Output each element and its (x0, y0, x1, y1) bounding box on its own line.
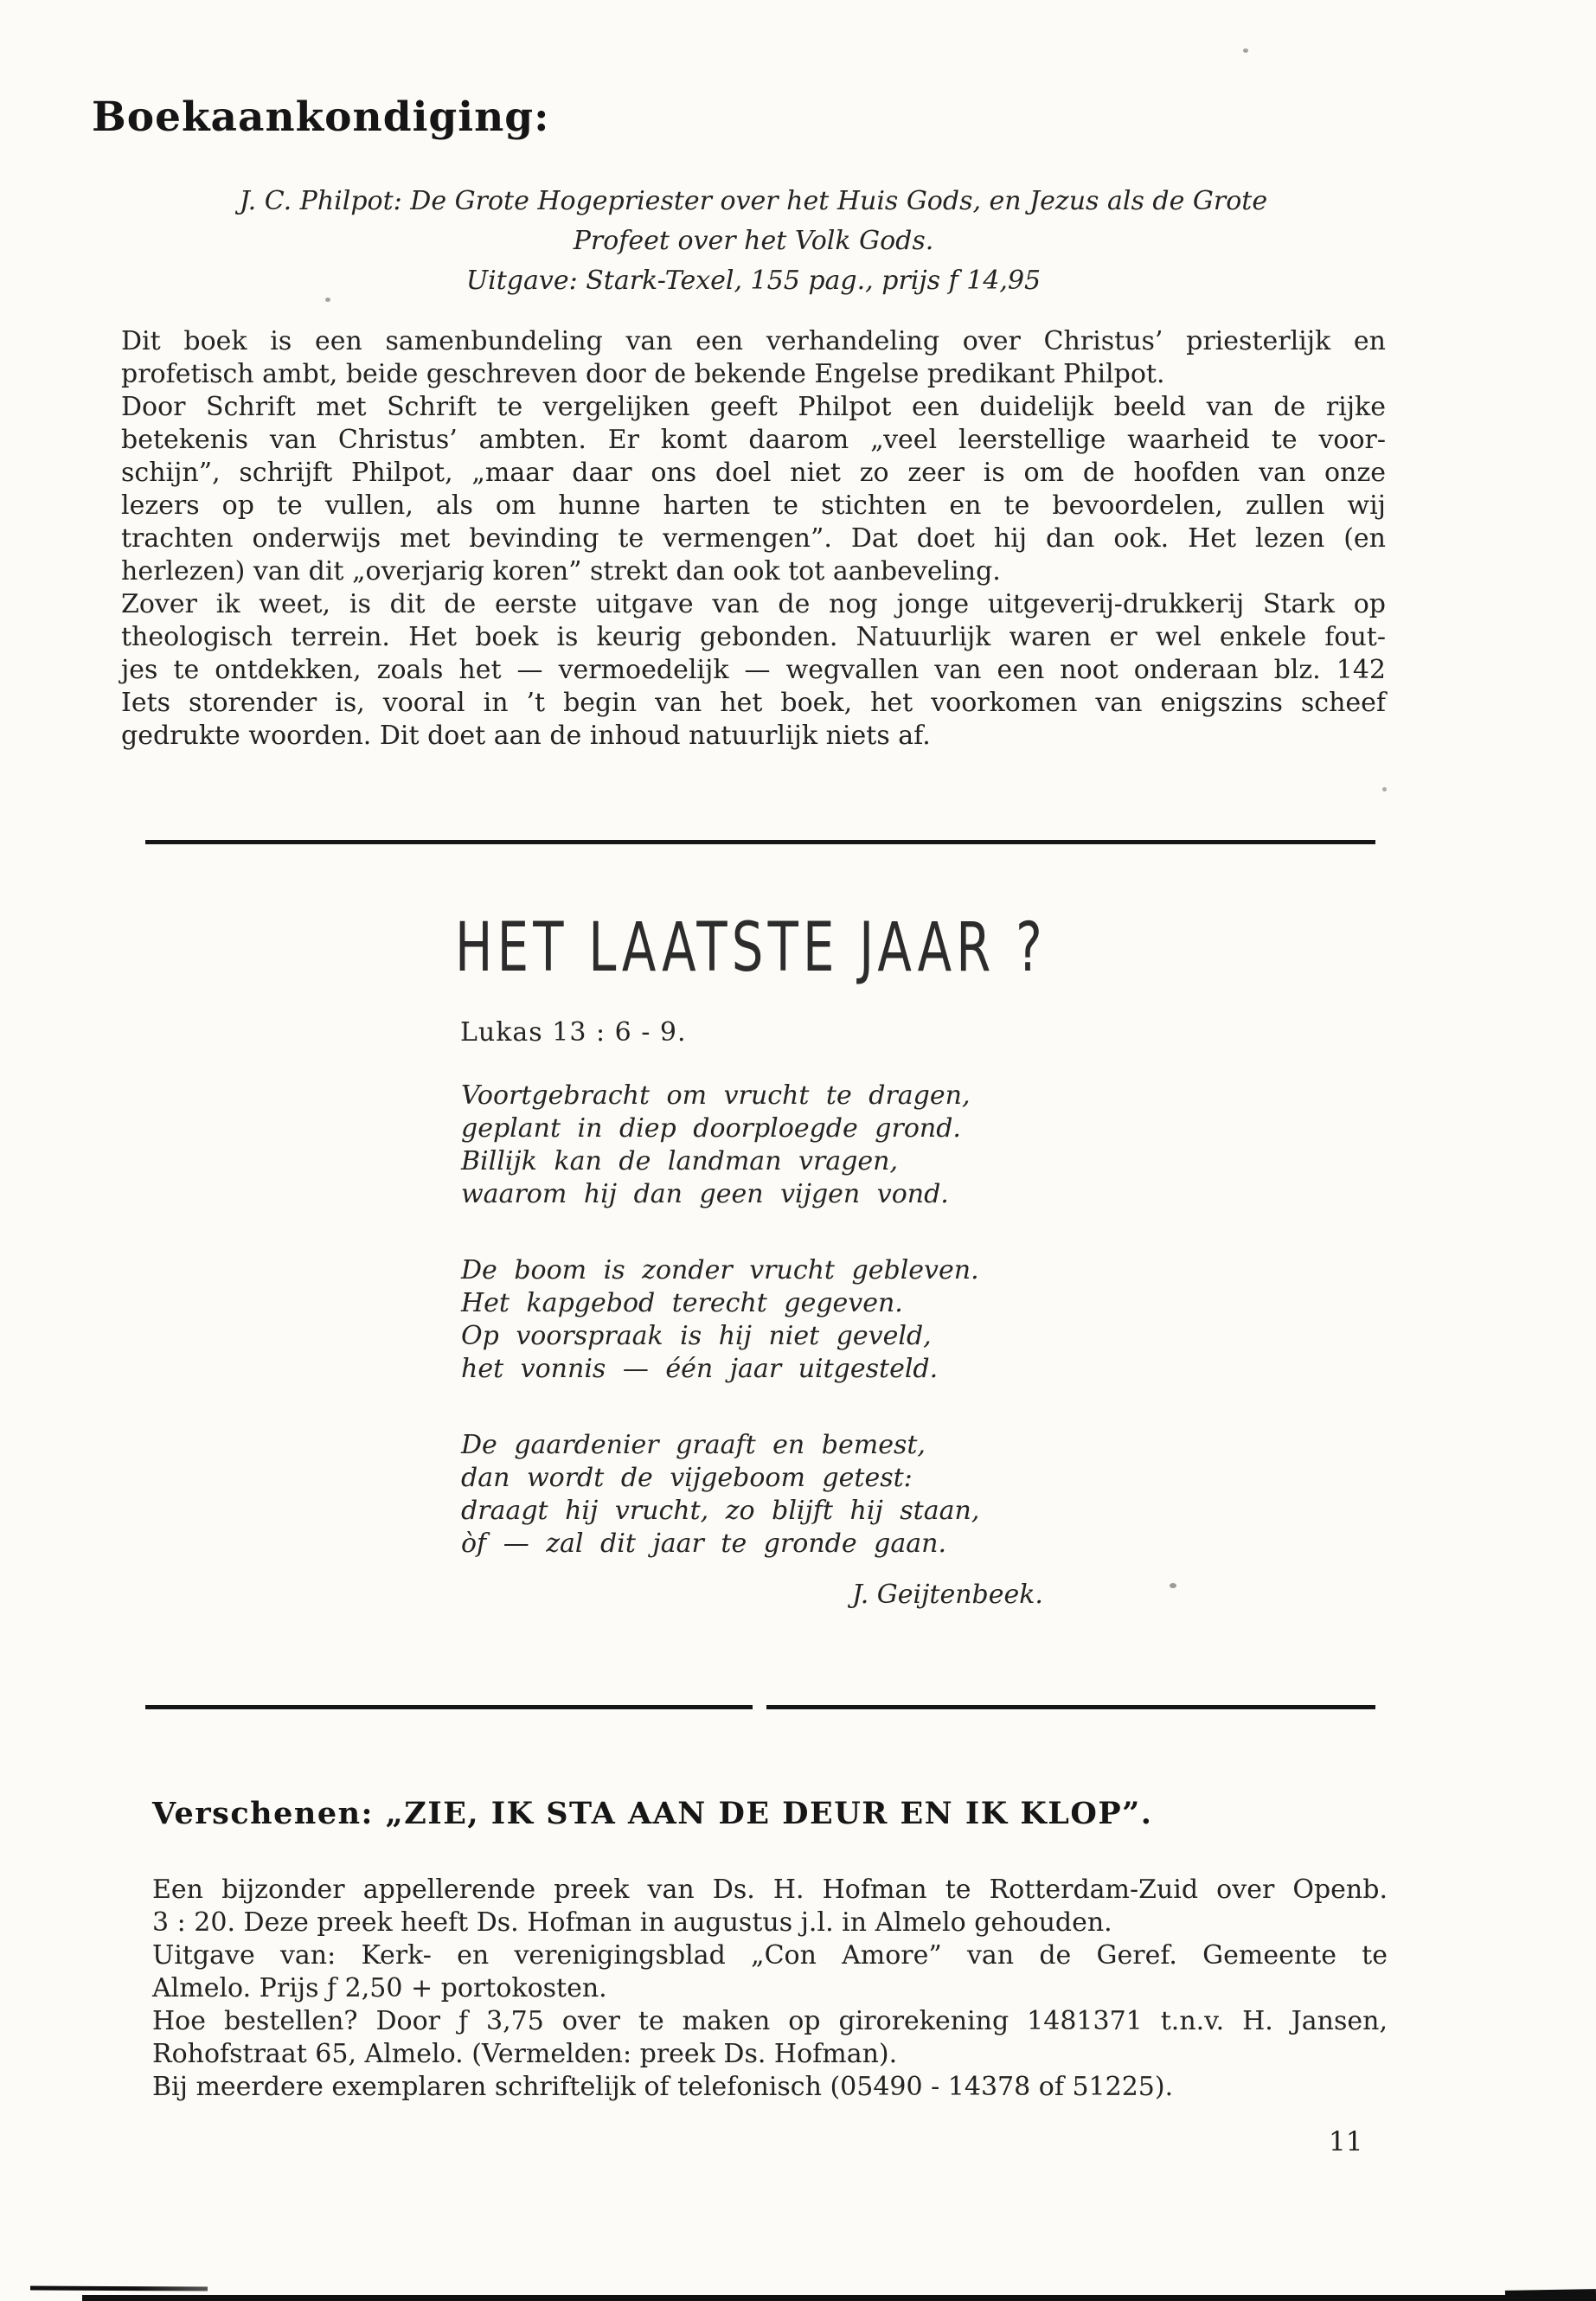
body-line: Almelo. Prijs ƒ 2,50 + portokosten. (152, 1973, 607, 2003)
poem (461, 1080, 979, 1604)
poem-author-signature: J. Geijtenbeek. (852, 1580, 1043, 1610)
body-line: betekenis van Christus’ ambten. Er komt daarom „veel leerstellige waarheid te voor- (121, 425, 1386, 455)
section-heading-verschenen: Verschenen: „ZIE, IK STA AAN DE DEUR EN IK KLOP”. (152, 1796, 1153, 1831)
body-line: herlezen) van dit „overjarig koren” strekt dan ook tot aanbeveling. (121, 556, 1001, 586)
body-line: 3 : 20. Deze preek heeft Ds. Hofman in augustus j.l. in Almelo gehouden. (152, 1907, 1112, 1938)
poem-line: het vonnis — één jaar uitgesteld. (461, 1354, 939, 1384)
subtitle-line: Uitgave: Stark-Texel, 155 pag., prijs f 14,95 (465, 266, 1042, 296)
horizontal-rule (145, 840, 1375, 844)
poem-line: geplant in diep doorploegde grond. (461, 1113, 961, 1144)
body-line: gedrukte woorden. Dit doet aan de inhoud natuurlijk niets af. (121, 721, 931, 751)
body-line: Een bijzonder appellerende preek van Ds. H. Hofman te Rotterdam-Zuid over Openb. (152, 1875, 1388, 1905)
body-line: Zover ik weet, is dit de eerste uitgave van de nog jonge uitgeverij-drukkerij Stark op (121, 589, 1386, 619)
poem-line: Billijk kan de landman vragen, (461, 1146, 899, 1176)
body-line: Hoe bestellen? Door ƒ 3,75 over te maken op girorekening 1481371 t.n.v. H. Jansen, (152, 2006, 1388, 2036)
page-number: 11 (1329, 2126, 1363, 2157)
announcement-text (152, 1874, 1388, 2104)
body-line: profetisch ambt, beide geschreven door de bekende Engelse predikant Philpot. (121, 359, 1165, 389)
body-line: theologisch terrein. Het boek is keurig gebonden. Natuurlijk waren er wel enkele fout- (121, 622, 1386, 652)
scan-speck (1243, 48, 1248, 53)
scan-speck (1382, 787, 1387, 792)
body-line: Door Schrift met Schrift te vergelijken geeft Philpot een duidelijk beeld van de rijke (121, 392, 1386, 422)
scan-speck (1170, 1583, 1176, 1588)
poem-line: òf — zal dit jaar te gronde gaan. (461, 1529, 947, 1559)
body-line: jes te ontdekken, zoals het — vermoedelijk — wegvallen van een noot onderaan blz. 142 (121, 655, 1386, 685)
body-line: Uitgave van: Kerk- en verenigingsblad „Con Amore” van de Geref. Gemeente te (152, 1940, 1388, 1971)
scan-artifact-line (30, 2286, 208, 2291)
body-line: schijn”, schrijft Philpot, „maar daar ons doel niet zo zeer is om de hoofden van onze (121, 458, 1386, 488)
horizontal-rule (145, 1705, 753, 1709)
poem-stanza (461, 1080, 979, 1211)
scan-artifact-corner (1505, 2289, 1596, 2301)
scan-speck (325, 298, 330, 302)
subtitle-line: J. C. Philpot: De Grote Hogepriester over het Huis Gods, en Jezus als de Grote (239, 186, 1268, 216)
body-line: Rohofstraat 65, Almelo. (Vermelden: preek Ds. Hofman). (152, 2039, 898, 2069)
poem-line: Op voorspraak is hij niet geveld, (461, 1321, 932, 1351)
scripture-reference: Lukas 13 : 6 - 9. (460, 1017, 687, 1048)
poem-line: draagt hij vrucht, zo blijft hij staan, (461, 1496, 980, 1526)
poem-stanza (461, 1429, 979, 1561)
book-subtitle (121, 182, 1386, 301)
poem-stanza (461, 1254, 979, 1386)
poem-title: HET LAATSTE JAAR ? (455, 909, 1047, 987)
body-line: Dit boek is een samenbundeling van een verhandeling over Christus’ priesterlijk en (121, 326, 1386, 356)
horizontal-rule (766, 1705, 1375, 1709)
poem-line: De gaardenier graaft en bemest, (461, 1430, 926, 1460)
body-line: lezers op te vullen, als om hunne harten te stichten en te bevoordelen, zullen wij (121, 490, 1386, 521)
body-line: trachten onderwijs met bevinding te vermengen”. Dat doet hij dan ook. Het lezen (en (121, 523, 1386, 554)
poem-line: Voortgebracht om vrucht te dragen, (461, 1080, 971, 1111)
poem-line: waarom hij dan geen vijgen vond. (461, 1179, 949, 1209)
subtitle-line: Profeet over het Volk Gods. (573, 226, 934, 256)
book-review-text (121, 325, 1386, 753)
scan-bottom-bar (82, 2295, 1596, 2301)
section-heading-boekaankondiging: Boekaankondiging: (92, 93, 550, 141)
body-line: Iets storender is, vooral in ’t begin van het boek, het voorkomen van enigszins scheef (121, 688, 1386, 718)
poem-line: De boom is zonder vrucht gebleven. (461, 1255, 979, 1285)
body-line: Bij meerdere exemplaren schriftelijk of telefonisch (05490 - 14378 of 51225). (152, 2072, 1174, 2102)
poem-line: dan wordt de vijgeboom getest: (461, 1463, 913, 1493)
poem-line: Het kapgebod terecht gegeven. (461, 1288, 903, 1318)
